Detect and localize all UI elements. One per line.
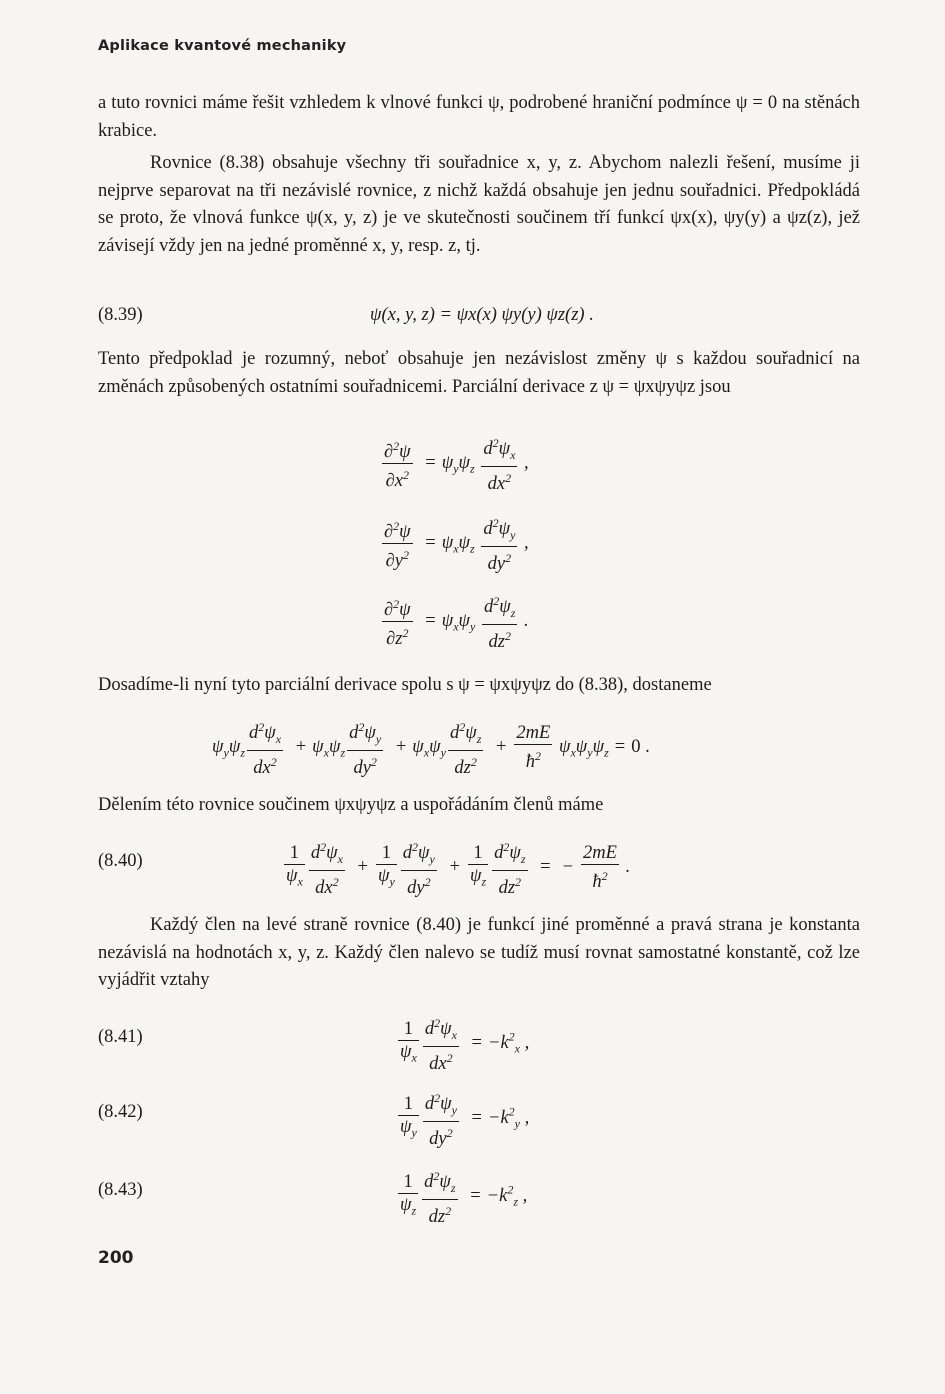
equation-number-8-40: (8.40) — [98, 851, 143, 871]
paragraph-4: Dosadíme-li nyní tyto parciální derivace spolu s ψ = ψxψyψz do (8.38), dostaneme — [98, 675, 712, 695]
paragraph-3: Tento předpoklad je rozumný, neboť obsahuje jen nezávislost změny ψ s každou souřadnicí na změnách způsobených ostatními souřadnicemi. Parciální derivace z ψ = ψxψyψz jsou — [98, 349, 860, 397]
paragraph-2: Rovnice (8.38) obsahuje všechny tři souřadnice x, y, z. Abychom nalezli řešení, musíme ji nejprve separovat na tři nezávislé rovnice, z nichž každá obsahuje jen jednu souřadnici. Předpokládá se proto, že vlnová funkce ψ(x, y, z) je ve skutečnosti součinem tří funkcí ψx(x), ψy(y) a ψz(z), jež závisejí vždy jen na jedné proměnné x, y, resp. z, tj. — [98, 153, 860, 256]
equation-partial-z: $\frac{\partial^2\psi}{\partial z^2}$ = $\psi_x\psi_y$ $\frac{d^2\psi_z}{dz^2}$ . — [380, 590, 529, 653]
equation-partial-x: $\frac{\partial^2\psi}{\partial x^2}$ = $\psi_y\psi_z$ $\frac{d^2\psi_x}{dx^2}$ , — [380, 432, 529, 495]
page-number: 200 — [98, 1248, 134, 1268]
equation-number-8-41: (8.41) — [98, 1027, 143, 1047]
equation-8-39: ψ(x, y, z) = ψx(x) ψy(y) ψz(z) . — [370, 305, 594, 325]
equation-8-42: $\frac{1}{\psi_y}$ $\frac{d^2\psi_y}{dy^2}$ = $-k^2_y$ , — [396, 1087, 529, 1150]
equation-8-41: $\frac{1}{\psi_x}$ $\frac{d^2\psi_x}{dx^2}$ = $-k^2_x$ , — [396, 1012, 529, 1075]
equation-substituted: $\psi_y\psi_z$ $\frac{d^2\psi_x}{dx^2}$ + $\psi_x\psi_z$ $\frac{d^2\psi_y}{dy^2}$ + $\psi_x\psi_y$ $\frac{d^2\psi_z}{dz^2}$ + $\frac{2mE}{ħ^2}$ $\psi_x\psi_y\psi_z = 0$ . — [212, 716, 650, 779]
equation-8-43: $\frac{1}{\psi_z}$ $\frac{d^2\psi_z}{dz^2}$ = $-k^2_z$ , — [396, 1165, 527, 1228]
equation-number-8-39: (8.39) — [98, 305, 143, 325]
equation-number-8-43: (8.43) — [98, 1180, 143, 1200]
equation-partial-y: $\frac{\partial^2\psi}{\partial y^2}$ = $\psi_x\psi_z$ $\frac{d^2\psi_y}{dy^2}$ , — [380, 512, 529, 575]
paragraph-1: a tuto rovnici máme řešit vzhledem k vlnové funkci ψ, podrobené hraniční podmínce ψ = 0 na stěnách krabice. — [98, 93, 860, 141]
paragraph-6: Každý člen na levé straně rovnice (8.40) je funkcí jiné proměnné a pravá strana je konstanta nezávislá na hodnotách x, y, z. Každý člen nalevo se tudíž musí rovnat samostatné konstantě, což lze vyjádřit vztahy — [98, 915, 860, 990]
paragraph-5: Dělením této rovnice součinem ψxψyψz a uspořádáním členů máme — [98, 795, 604, 815]
running-header: Aplikace kvantové mechaniky — [98, 38, 347, 54]
equation-8-40: $\frac{1}{\psi_x}$ $\frac{d^2\psi_x}{dx^2}$ + $\frac{1}{\psi_y}$ $\frac{d^2\psi_y}{dy^2}$ + $\frac{1}{\psi_z}$ $\frac{d^2\psi_z}{dz^2}$ = − $\frac{2mE}{ħ^2}$ . — [282, 836, 630, 899]
equation-number-8-42: (8.42) — [98, 1102, 143, 1122]
